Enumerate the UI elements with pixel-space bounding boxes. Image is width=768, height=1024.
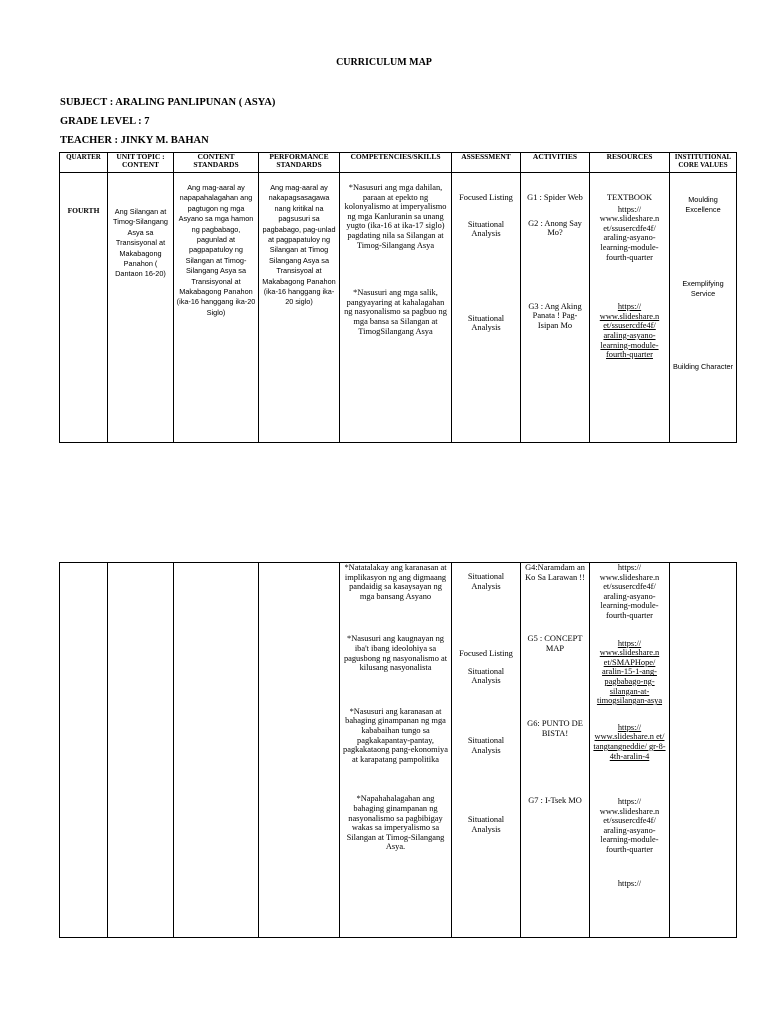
performance-standards-cell [259,563,340,938]
content-standards-cell [174,563,259,938]
header-unit-topic: UNIT TOPIC : CONTENT [108,153,174,173]
competency-text: *Napahahalagahan ang bahaging ginampanan ng nasyonalismo sa pagbibigay wakas sa imperyalismo sa Silangan at Timog-Silangang Asya. [346,794,445,852]
resource-link[interactable]: https:// www.slideshare.n et/SMAPHope/ aralin-15-1-ang-pagbabago-ng-silangan-at-timogsilangan-asya [596,638,663,706]
activity-text: G3 : Ang Aking Panata ! Pag-Isipan Mo [528,301,582,330]
assessment-cell [452,563,521,938]
competency-text: *Nasusuri ang kaugnayan ng iba't ibang ideolohiya sa pagusbong ng nasyonalismo at kilusang nasyonalista [343,634,448,673]
activity-text: G4:Naramdam an Ko Sa Larawan !! [525,563,585,582]
competency-text: *Natatalakay ang karanasan at implikasyon ng ang digmaang pandaidig sa kasaysayan ng mga bansang Asyano [344,563,447,601]
competency-text: *Nasusuri ang mga salik, pangyayaring at kahalagahan ng nasyonalismo sa pagbuo ng mga bansa sa Silangan at TimogSilangang Asya [344,288,447,336]
unit-topic-cell [108,563,174,938]
core-value-text: Building Character [672,361,734,371]
performance-standards-cell [259,173,340,443]
header-row [60,153,737,173]
competencies-cell [340,563,452,938]
header-assessment: ASSESSMENT [452,153,521,173]
header-resources: RESOURCES [590,153,670,173]
assessment-text: Focused Listing [459,649,513,659]
grade-level-line: GRADE LEVEL : 7 [60,116,150,127]
subject-line: SUBJECT : ARALING PANLIPUNAN ( ASYA) [60,97,276,108]
assessment-text: Situational Analysis [467,313,505,333]
activity-text: G6: PUNTO DE BISTA! [527,719,583,738]
assessment-text: Situational Analysis [467,735,505,755]
unit-topic-text: Ang Silangan at Timog-Silangang Asya sa Transisyonal at Makabagong Panahon ( Dantaon 16-20) [113,207,168,279]
resource-link[interactable]: https:// www.slideshare.n et/ tangtangneddie/ gr-8-4th-aralin-4 [593,722,666,761]
performance-standards-text: Ang mag-aaral ay nakapagsasagawa nang kritikal na pagsusuri sa pagbabago, pag-unlad at pagpapatuloy ng Silangan at Timog Silangang Asya sa Transisyoal at Makabagong Panahon (ika-16 hanggang ika-20 siglo) [262,183,336,307]
core-value-text: Moulding Excellence [685,195,721,215]
assessment-text: Situational Analysis [467,815,505,834]
core-value-text: Exemplifying Service [682,278,724,299]
assessment-text: Situational Analysis [467,572,505,591]
curriculum-table-1 [59,152,737,443]
assessment-text: Situational Analysis [467,219,505,239]
page-title: CURRICULUM MAP [336,57,432,68]
assessment-text: Situational Analysis [467,666,505,686]
activity-text: G5 : CONCEPT MAP [527,634,583,653]
teacher-line: TEACHER : JINKY M. BAHAN [60,135,209,146]
resource-link[interactable]: https:// www.slideshare.n et/ssusercdfe4f/ araling-asyano-learning-module-fourth-quarter [599,563,660,620]
resources-cell [590,563,670,938]
resource-link[interactable]: https:// [617,878,642,888]
activity-text: G7 : I-Tsek MO [528,795,582,805]
header-core-values: INSTITUTIONAL CORE VALUES [670,153,737,173]
activities-cell [521,173,590,443]
header-performance-standards: PERFORMANCE STANDARDS [259,153,340,173]
activities-cell [521,563,590,938]
competency-text: *Nasusuri ang karanasan at bahaging ginampanan ng mga kababaihan tungo sa pagkakapantay-pantay, pagkakataong pang-ekonomiya at karapatang pampolitika [343,706,448,764]
resources-cell [590,173,670,443]
core-values-cell [670,173,737,443]
unit-topic-cell [108,173,174,443]
content-standards-text: Ang mag-aaral ay napapahalagahan ang pagtugon ng mga Asyano sa mga hamon ng pagbabago, pagunlad at pagpapatuloy ng Silangan at Timog-Silangang Asya sa Transisyonal at Makabagong Panahon (ika-16 hanggang ika-20 Siglo) [176,183,256,317]
header-activities: ACTIVITIES [521,153,590,173]
activity-text: G1 : Spider Web [527,193,583,202]
competencies-cell [340,173,452,443]
assessment-cell [452,173,521,443]
quarter-value: FOURTH [67,206,100,215]
curriculum-table-2 [59,562,737,938]
activity-text: G2 : Anong Say Mo? [528,218,582,238]
table-row [60,173,737,443]
table-row [60,563,737,938]
core-values-cell [670,563,737,938]
resource-link[interactable]: https:// www.slideshare.n et/ssusercdfe4f/ araling-asyano-learning-module-fourth-quarter [599,797,660,855]
assessment-text: Focused Listing [459,193,513,202]
competency-text: *Nasusuri ang mga dahilan, paraan at epekto ng kolonyalismo at imperyalismo ng mga Kanluranin sa unang yugto (ika-16 at ika-17 siglo) pagdating nila sa Silangan at Timog-Silangang Asya [344,183,447,250]
quarter-cell [60,563,108,938]
resource-link[interactable]: https:// www.slideshare.n et/ssusercdfe4f/ araling-asyano-learning-module-fourth-quarter [599,302,660,360]
header-competencies: COMPETENCIES/SKILLS [340,153,452,173]
quarter-cell [60,173,108,443]
content-standards-cell [174,173,259,443]
resource-link[interactable]: https:// www.slideshare.n et/ssusercdfe4f/ araling-asyano-learning-module-fourth-quarter [599,204,660,262]
resource-textbook: TEXTBOOK [606,193,653,202]
header-quarter: QUARTER [60,153,108,173]
header-content-standards: CONTENT STANDARDS [174,153,259,173]
